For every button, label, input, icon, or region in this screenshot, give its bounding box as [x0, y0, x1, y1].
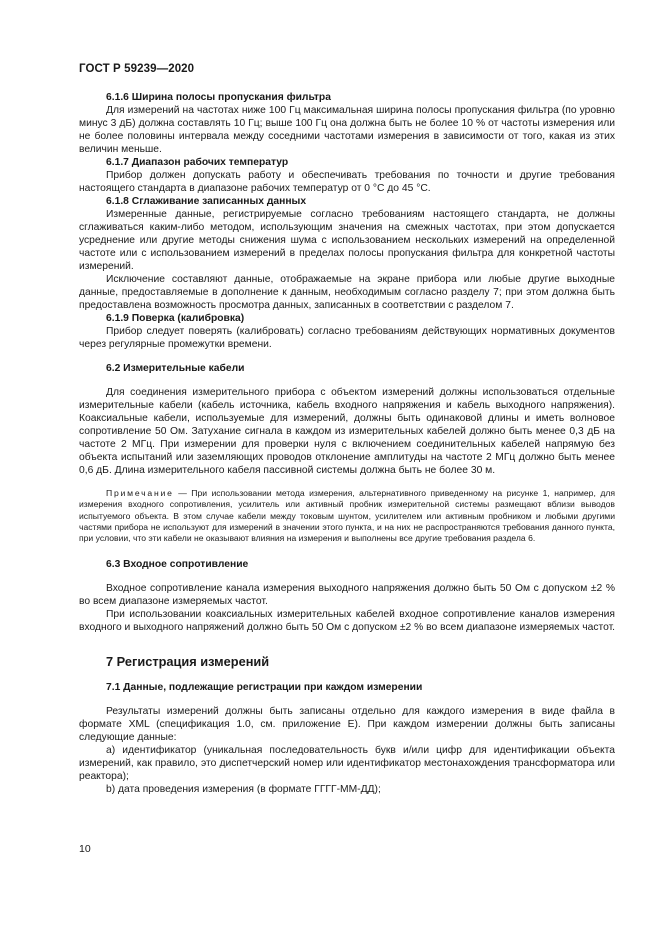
list-item-a: а) идентификатор (уникальная последовательность букв и/или цифр для идентификации объекта измерений, как правило, это диспетчерский номер или идентификатор местонахождения трансформатора или реактора); [79, 745, 615, 783]
note-text: — При использовании метода измерения, альтернативного приведенному на рисунке 1, например, для измерения входного сопротивления, усилитель или активный пробник измерительной системы размещают вблизи выводов испытуемого объекта. В этом случае кабели между токовым шунтом, усилителем или активным пробником и любыми другими частями прибора не используют для измерений в значении этого пункта, и на них не распространяются требования данного пункта, при условии, что эти кабели не оказывают влияния на измерения и выполнены все другие требования раздела 6. [79, 488, 615, 544]
section-7-1-title: 7.1 Данные, подлежащие регистрации при каждом измерении [106, 682, 423, 694]
section-6-1-8-paragraph-1: Измеренные данные, регистрируемые согласно требованиям настоящего стандарта, не должны сглаживаться каким-либо методом, использующим значения на смежных частотах, при этом допускается усреднение или другие методы снижения шума с использованием нескольких измерений на определенной частоте или с использованием измерений в пределах полосы пропускания фильтра для конкретной частоты измерений. [79, 209, 615, 272]
section-7-title: 7 Регистрация измерений [106, 654, 270, 670]
section-6-2-title: 6.2 Измерительные кабели [106, 363, 245, 374]
section-6-1-9-paragraph: Прибор следует поверять (калибровать) согласно требованиям действующих нормативных документов через регулярные промежутки времени. [79, 326, 615, 350]
section-6-1-7-title: 6.1.7 Диапазон рабочих температур [106, 157, 289, 168]
list-item-b: b) дата проведения измерения (в формате ГГГГ-ММ-ДД); [106, 784, 381, 796]
section-6-1-9-title: 6.1.9 Поверка (калибровка) [106, 313, 245, 324]
section-6-1-7-paragraph: Прибор должен допускать работу и обеспечивать требования по точности и другие требования настоящего стандарта в диапазоне рабочих температур от 0 °C до 45 °C. [79, 170, 615, 194]
section-6-3-title: 6.3 Входное сопротивление [106, 559, 249, 571]
section-6-1-8-paragraph-2: Исключение составляют данные, отображаемые на экране прибора или любые другие выходные данные, предоставляемые в дополнение к данным, необходимым согласно разделу 7; при этом должна быть предоставлена возможность просмотра данных, записанных в соответствии с разделом 7. [79, 274, 615, 311]
section-6-3-paragraph-1: Входное сопротивление канала измерения выходного напряжения должно быть 50 Ом с допуском ±2 % во всем диапазоне измеряемых частот. [79, 583, 615, 608]
page-number: 10 [79, 843, 91, 855]
section-7-1-paragraph: Результаты измерений должны быть записаны отдельно для каждого измерения в виде файла в формате XML (спецификация 1.0, см. приложение Е). При каждом измерении должны быть записаны следующие данные: [79, 706, 615, 744]
section-6-1-6-title: 6.1.6 Ширина полосы пропускания фильтра [106, 92, 331, 103]
document-header: ГОСТ Р 59239—2020 [79, 63, 195, 75]
section-6-1-8-title: 6.1.8 Сглаживание записанных данных [106, 196, 307, 207]
section-6-2-note [79, 488, 615, 544]
section-6-2-paragraph: Для соединения измерительного прибора с объектом измерений должны использоваться отдельные измерительные кабели (кабель источника, кабель входного напряжения и кабель выходного напряжения). Коаксиальные кабели, используемые для измерений, должны быть одинаковой длины и иметь волновое сопротивление 50 Ом. Затухание сигнала в каждом из измерительных кабелей должно быть менее 0,3 дБ на частоте 2 МГц. При измерении для проверки нуля с включением соединительных кабелей напрямую без объекта испытаний или заземляющих проводов отклонение амплитуды на частоте 2 МГц должно быть менее 0,6 дБ. Длина измерительного кабеля пассивной системы должна быть не более 30 м. [79, 387, 615, 476]
section-6-1-6-paragraph: Для измерений на частотах ниже 100 Гц максимальная ширина полосы пропускания фильтра (по уровню минус 3 дБ) должна составлять 10 Гц; выше 100 Гц она должна быть не более 10 % от частоты измерения или не более половины интервала между соседними частотами измерения в зависимости от того, какая из этих величин меньше. [79, 105, 615, 155]
section-6-3-paragraph-2: При использовании коаксиальных измерительных кабелей входное сопротивление каналов измерения входного и выходного напряжений должно быть 50 Ом с допуском ±2 % во всем диапазоне измеряемых частот. [79, 609, 616, 634]
document-body [79, 91, 615, 796]
note-label: Примечание [106, 488, 174, 498]
